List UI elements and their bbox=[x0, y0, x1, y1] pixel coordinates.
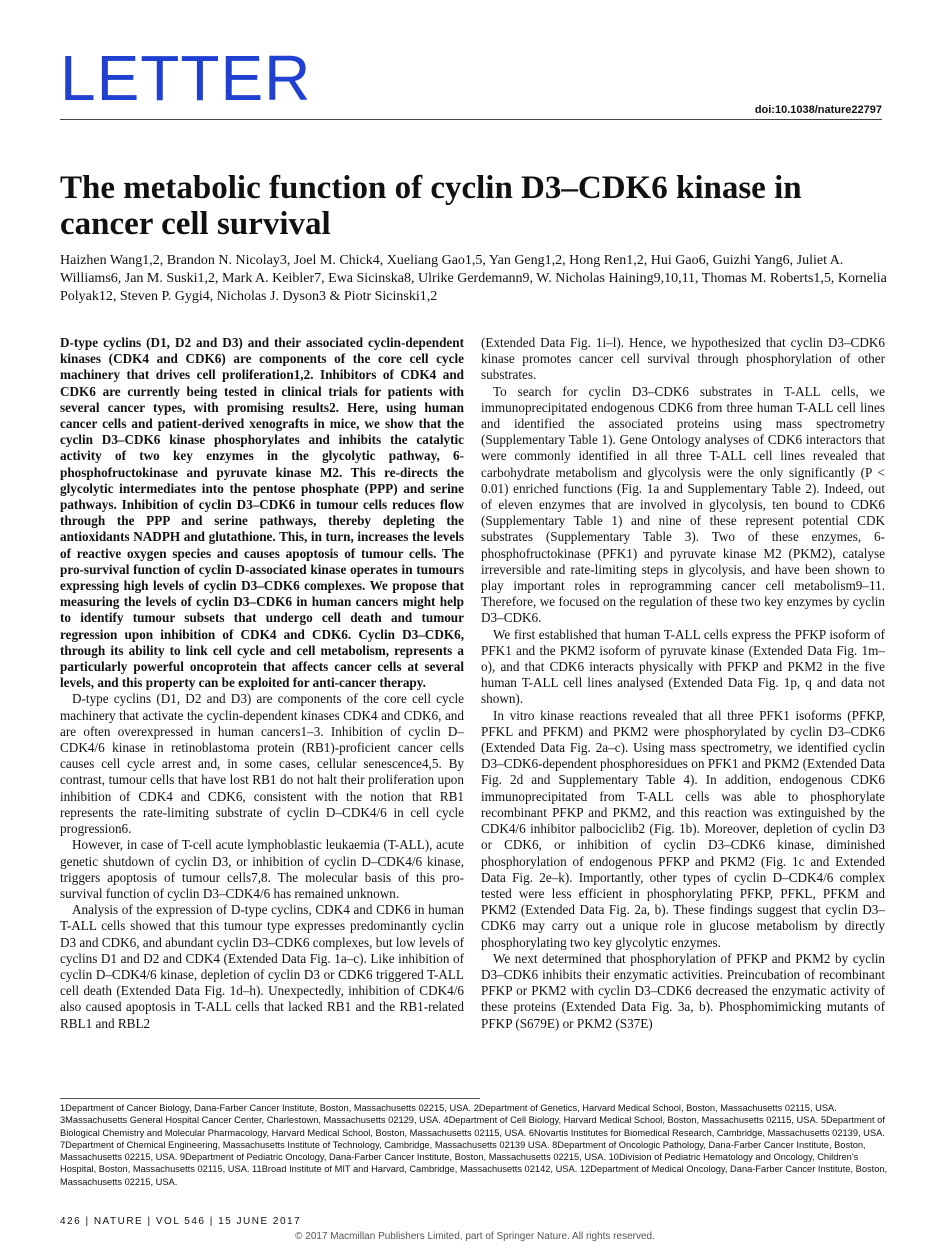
body-paragraph: To search for cyclin D3–CDK6 substrates in T-ALL cells, we immunoprecipitated endogenous CDK6 from three human T-ALL cell lines and identified the associated proteins using mass spectrometry (Supplementary Table 1). Gene Ontology analyses of CDK6 interactors that were commonly identified in all three T-ALL cell lines revealed that carbohydrate metabolism and glycolysis were the only significantly (P < 0.01) enriched functions (Fig. 1a and Supplementary Table 2). Indeed, out of eleven enzymes that are involved in glycolysis, ten bound to CDK6 (Supplementary Table 1) and nine of these represent potential CDK substrates (Supplementary Table 3). Two of these enzymes, 6-phosphofructokinase (PFK1) and pyruvate kinase M2 (PKM2), catalyse irreversible and rate-limiting steps in glycolysis, and have been shown to play important roles in reprogramming cancer cell metabolism9–11. Therefore, we focused on the regulation of these two key enzymes by cyclin D3–CDK6. bbox=[481, 383, 885, 626]
body-paragraph: We next determined that phosphorylation of PFKP and PKM2 by cyclin D3–CDK6 inhibits their enzymatic activities. Preincubation of recombinant PFKP or PKM2 with cyclin D3–CDK6 decreased the enzymatic activity of these proteins (Extended Data Fig. 3a, b). Phosphomimicking mutants of PFKP (S679E) or PKM2 (S37E) bbox=[481, 950, 885, 1031]
body-paragraph: Analysis of the expression of D-type cyclins, CDK4 and CDK6 in human T-ALL cells showed that this tumour type expresses predominantly cyclin D3 and CDK6, and abundant cyclin D3–CDK6 complexes, but low levels of cyclins D1 and D2 and CDK4 (Extended Data Fig. 1a–c). Like inhibition of cyclin D–CDK4/6 kinase, depletion of cyclin D3 or CDK6 triggered T-ALL cell death (Extended Data Fig. 1d–h). Unexpectedly, inhibition of CDK4/6 also caused apoptosis in T-ALL cells that lacked RB1 and the RB1-related RBL1 and RBL2 bbox=[60, 902, 464, 1031]
body-paragraph: (Extended Data Fig. 1i–l). Hence, we hypothesized that cyclin D3–CDK6 kinase promotes cancer cell survival through phosphorylation of other substrates. bbox=[481, 335, 885, 383]
abstract: D-type cyclins (D1, D2 and D3) and their associated cyclin-dependent kinases (CDK4 and CDK6) are components of the core cell cycle machinery that drives cell proliferation1,2. Inhibitors of CDK4 and CDK6 are currently being tested in clinical trials for patients with several cancer types, with promising results2. Here, using human cancer cells and patient-derived xenografts in mice, we show that the cyclin D3–CDK6 kinase phosphorylates and inhibits the catalytic activity of two key enzymes in the glycolytic pathway, 6-phosphofructokinase and pyruvate kinase M2. This re-directs the glycolytic intermediates into the pentose phosphate (PPP) and serine pathways. Inhibition of cyclin D3–CDK6 in tumour cells reduces flow through the PPP and serine pathways, thereby depleting the antioxidants NADPH and glutathione. This, in turn, increases the levels of reactive oxygen species and causes apoptosis of tumour cells. The pro-survival function of cyclin D-associated kinase operates in tumours expressing high levels of cyclin D3–CDK6 complexes. We propose that measuring the levels of cyclin D3–CDK6 in human cancers might help to identify tumour subsets that undergo cell death and tumour regression upon inhibition of CDK4 and CDK6. Cyclin D3–CDK6, through its ability to link cell cycle and cell metabolism, represents a particularly powerful oncoprotein that affects cancer cells at several levels, and this property can be exploited for anti-cancer therapy. bbox=[60, 335, 464, 691]
body-paragraph: We first established that human T-ALL cells express the PFKP isoform of PFK1 and the PKM2 isoform of pyruvate kinase (Extended Data Fig. 1m–o), and that CDK6 interacts physically with PFKP and PKM2 in the five human T-ALL cell lines analysed (Extended Data Fig. 1p, q and data not shown). bbox=[481, 626, 885, 707]
right-column bbox=[481, 335, 885, 1032]
page-footer: 426 | NATURE | VOL 546 | 15 JUNE 2017 bbox=[60, 1216, 302, 1227]
body-paragraph: However, in case of T-cell acute lymphoblastic leukaemia (T-ALL), acute genetic shutdown of cyclin D3, or inhibition of cyclin D–CDK4/6 kinase, triggers apoptosis of tumour cells7,8. The molecular basis of this pro-survival function of cyclin D3–CDK4/6 has remained unknown. bbox=[60, 837, 464, 901]
author-list: Haizhen Wang1,2, Brandon N. Nicolay3, Joel M. Chick4, Xueliang Gao1,5, Yan Geng1,2, Hong Ren1,2, Hui Gao6, Guizhi Yang6, Juliet A. Williams6, Jan M. Suski1,2, Mark A. Keibler7, Ewa Sicinska8, Ulrike Gerdemann9, W. Nicholas Haining9,10,11, Thomas M. Roberts1,5, Kornelia Polyak12, Steven P. Gygi4, Nicholas J. Dyson3 & Piotr Sicinski1,2 bbox=[60, 253, 887, 304]
affiliations: 1Department of Cancer Biology, Dana-Farber Cancer Institute, Boston, Massachusetts 02215, USA. 2Department of Genetics, Harvard Medical School, Boston, Massachusetts 02115, USA. 3Massachusetts General Hospital Cancer Center, Charlestown, Massachusetts 02129, USA. 4Department of Cell Biology, Harvard Medical School, Boston, Massachusetts 02115, USA. 5Department of Biological Chemistry and Molecular Pharmacology, Harvard Medical School, Boston, Massachusetts 02115, USA. 6Novartis Institutes for Biomedical Research, Cambridge, Massachusetts 02139, USA. 7Department of Chemical Engineering, Massachusetts Institute of Technology, Cambridge, Massachusetts 02139 USA. 8Department of Oncologic Pathology, Dana-Farber Cancer Institute, Boston, Massachusetts 02215, USA. 9Department of Pediatric Oncology, Dana-Farber Cancer Institute, Boston, Massachusetts 02215, USA. 10Division of Pediatric Hematology and Oncology, Children's Hospital, Boston, Massachusetts 02115, USA. 11Broad Institute of MIT and Harvard, Cambridge, Massachusetts 02142, USA. 12Department of Medical Oncology, Dana-Farber Cancer Institute, Boston, Massachusetts 02215, USA. bbox=[60, 1103, 888, 1187]
article-title: The metabolic function of cyclin D3–CDK6 kinase in cancer cell survival bbox=[60, 170, 802, 242]
doi-label[interactable]: doi:10.1038/nature22797 bbox=[754, 104, 882, 116]
body-paragraph: In vitro kinase reactions revealed that all three PFK1 isoforms (PFKP, PFKL and PFKM) and PKM2 were phosphorylated by cyclin D3–CDK6 (Extended Data Fig. 2a–c). Using mass spectrometry, we identified cyclin D3–CDK6-dependent phosphoresidues on PFK1 and PKM2 (Extended Data Fig. 2d and Supplementary Table 4). In addition, endogenous CDK6 immunoprecipitated from T-ALL cells was able to phosphorylate recombinant PFKP and PKM2, and this reaction was extinguished by the CDK4/6 inhibitor palbociclib2 (Fig. 1b). Moreover, depletion of cyclin D3 or CDK6, or inhibition of cyclin D3–CDK6 kinase, diminished phosphorylation of endogenous PFKP and PKM2 (Fig. 1c and Extended Data Fig. 2e–k). Importantly, other types of cyclin D–CDK4/6 complex tested were less efficient in phosphorylating PFKP, PFKL, PFKM and PKM2 (Extended Data Fig. 2a, b). These findings suggest that cyclin D3–CDK6 may carry out a unique role in glucose metabolism by directly phosphorylating two key glycolytic enzymes. bbox=[481, 707, 885, 950]
affiliation-rule bbox=[60, 1098, 480, 1099]
copyright-notice: © 2017 Macmillan Publishers Limited, part of Springer Nature. All rights reserved. bbox=[295, 1231, 655, 1242]
article-type-kicker: LETTER bbox=[60, 42, 312, 114]
header-rule bbox=[60, 119, 882, 120]
body-paragraph: D-type cyclins (D1, D2 and D3) are components of the core cell cycle machinery that activate the cyclin-dependent kinases CDK4 and CDK6, and are often overexpressed in human cancers1–3. Inhibition of cyclin D–CDK4/6 kinase in retinoblastoma protein (RB1)-proficient cancer cells causes cell cycle arrest and, in some cases, cellular senescence4,5. By contrast, tumour cells that have lost RB1 do not halt their proliferation upon inhibition of CDK4 and CDK6, consistent with the notion that RB1 represents the rate-limiting substrate of cyclin D–CDK4/6 in cell cycle progression6. bbox=[60, 691, 464, 837]
left-column bbox=[60, 335, 464, 1032]
